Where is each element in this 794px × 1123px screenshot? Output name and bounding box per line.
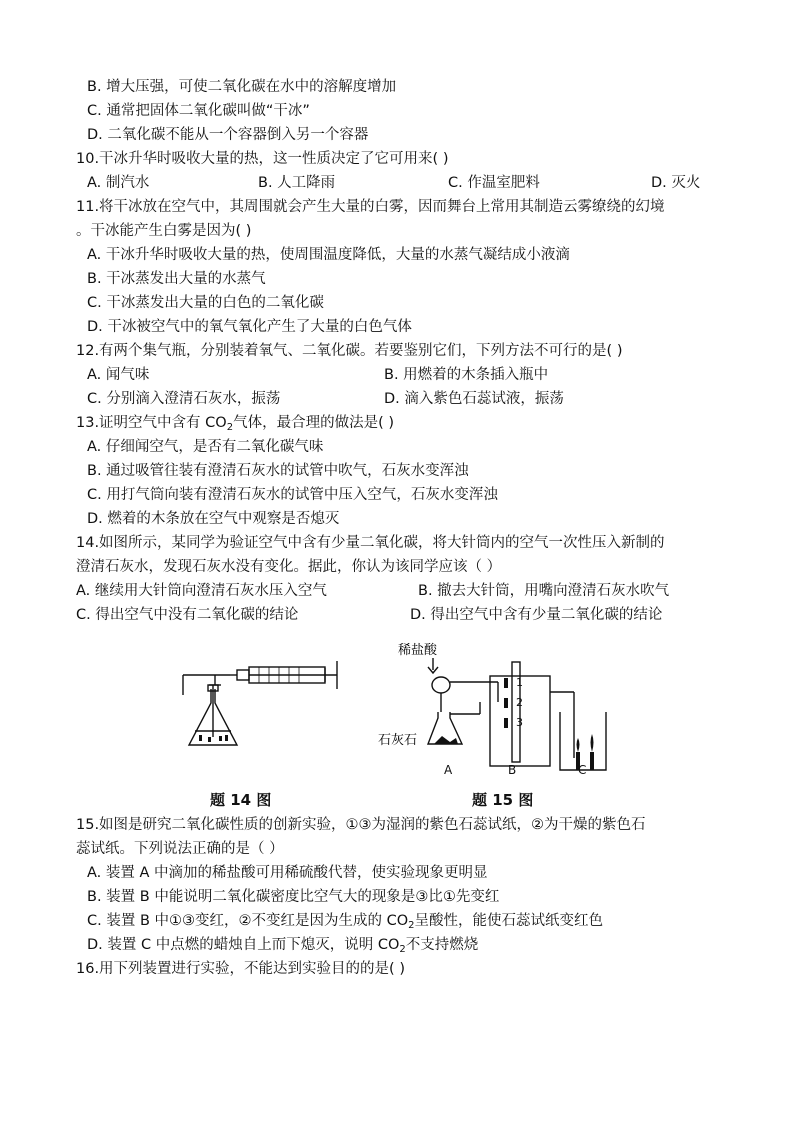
q15-stem-2: 蕊试纸。下列说法正确的是（ ） (76, 841, 284, 857)
caption-figure-14: 题 14 图 (210, 791, 272, 809)
q10-option-c: C. 作温室肥料 (448, 175, 540, 191)
q15d-post: 不支持燃烧 (405, 937, 479, 953)
q12-option-c: C. 分别滴入澄清石灰水，振荡 (87, 391, 281, 407)
q14-option-a: A. 继续用大针筒向澄清石灰水压入空气 (76, 583, 327, 599)
q16-stem: 16.用下列装置进行实验，不能达到实验目的的是( ) (76, 961, 405, 977)
q15-option-a: A. 装置 A 中滴加的稀盐酸可用稀硫酸代替，使实验现象更明显 (87, 865, 488, 881)
q9-option-c: C. 通常把固体二氧化碳叫做“干冰” (87, 103, 310, 119)
q9-option-b: B. 增大压强，可使二氧化碳在水中的溶解度增加 (87, 79, 397, 95)
figure-14-flask-syringe (175, 655, 360, 755)
q15c-post: 呈酸性，能使石蕊试纸变红色 (414, 913, 604, 929)
q11-stem-1: 11.将干冰放在空气中，其周围就会产生大量的白雾，因而舞台上常用其制造云雾缭绕的幻境 (76, 199, 665, 215)
q13-option-a: A. 仔细闻空气，是否有二氧化碳气味 (87, 439, 324, 455)
label-a: A (444, 763, 453, 777)
q13-stem-pre: 13.证明空气中含有 CO (76, 415, 227, 431)
q14-option-c: C. 得出空气中没有二氧化碳的结论 (76, 607, 299, 623)
q12-option-a: A. 闻气味 (87, 367, 150, 383)
q15-option-c (87, 911, 603, 931)
q11-stem-2: 。干冰能产生白雾是因为( ) (76, 223, 252, 239)
q15d-pre: D. 装置 C 中点燃的蜡烛自上而下熄灭，说明 CO (87, 937, 400, 953)
q15-stem-1: 15.如图是研究二氧化碳性质的创新实验，①③为湿润的紫色石蕊试纸，②为干燥的紫色石 (76, 817, 646, 833)
label-paper-3: 3 (516, 716, 523, 729)
q13-stem (76, 413, 394, 433)
q10-option-a: A. 制汽水 (87, 175, 150, 191)
q13-option-d: D. 燃着的木条放在空气中观察是否熄灭 (87, 511, 340, 527)
label-dilute-hcl: 稀盐酸 (398, 643, 438, 658)
q13-option-b: B. 通过吸管往装有澄清石灰水的试管中吹气，石灰水变浑浊 (87, 463, 469, 479)
q13-stem-post: 气体，最合理的做法是( ) (233, 415, 395, 431)
q9-option-d: D. 二氧化碳不能从一个容器倒入另一个容器 (87, 127, 369, 143)
q14-stem-1: 14.如图所示，某同学为验证空气中含有少量二氧化碳，将大针筒内的空气一次性压入新制的 (76, 535, 665, 551)
q14-stem-2: 澄清石灰水，发现石灰水没有变化。据此，你认为该同学应该（ ） (76, 559, 502, 575)
q10-stem: 10.干冰升华时吸收大量的热，这一性质决定了它可用来( ) (76, 151, 449, 167)
q15c-subscript: 2 (408, 920, 415, 931)
label-c: C (578, 763, 587, 777)
q10-option-d: D. 灭火 (651, 175, 701, 191)
q10-option-b: B. 人工降雨 (258, 175, 336, 191)
q15c-pre: C. 装置 B 中①③变红，②不变红是因为生成的 CO (87, 913, 409, 929)
caption-figure-15: 题 15 图 (472, 791, 534, 809)
q11-option-b: B. 干冰蒸发出大量的水蒸气 (87, 271, 266, 287)
label-limestone: 石灰石 (378, 733, 418, 748)
q15-option-d (87, 935, 478, 955)
label-b: B (508, 763, 517, 777)
q11-option-c: C. 干冰蒸发出大量的白色的二氧化碳 (87, 295, 324, 311)
q13-option-c: C. 用打气筒向装有澄清石灰水的试管中压入空气，石灰水变浑浊 (87, 487, 498, 503)
q14-option-b: B. 撤去大针筒，用嘴向澄清石灰水吹气 (418, 583, 670, 599)
q13-subscript: 2 (226, 422, 234, 433)
q12-stem: 12.有两个集气瓶，分别装着氧气、二氧化碳。若要鉴别它们，下列方法不可行的是( ) (76, 343, 623, 359)
label-paper-2: 2 (516, 696, 523, 709)
q15d-subscript: 2 (399, 944, 406, 955)
q11-option-a: A. 干冰升华时吸收大量的热，使周围温度降低，大量的水蒸气凝结成小液滴 (87, 247, 570, 263)
q14-option-d: D. 得出空气中含有少量二氧化碳的结论 (410, 607, 663, 623)
figure-15-apparatus (378, 640, 610, 780)
label-paper-1: 1 (516, 676, 523, 689)
q12-option-d: D. 滴入紫色石蕊试液，振荡 (384, 391, 564, 407)
q15-option-b: B. 装置 B 中能说明二氧化碳密度比空气大的现象是③比①先变红 (87, 889, 500, 905)
q12-option-b: B. 用燃着的木条插入瓶中 (384, 367, 549, 383)
q11-option-d: D. 干冰被空气中的氧气氧化产生了大量的白色气体 (87, 319, 412, 335)
